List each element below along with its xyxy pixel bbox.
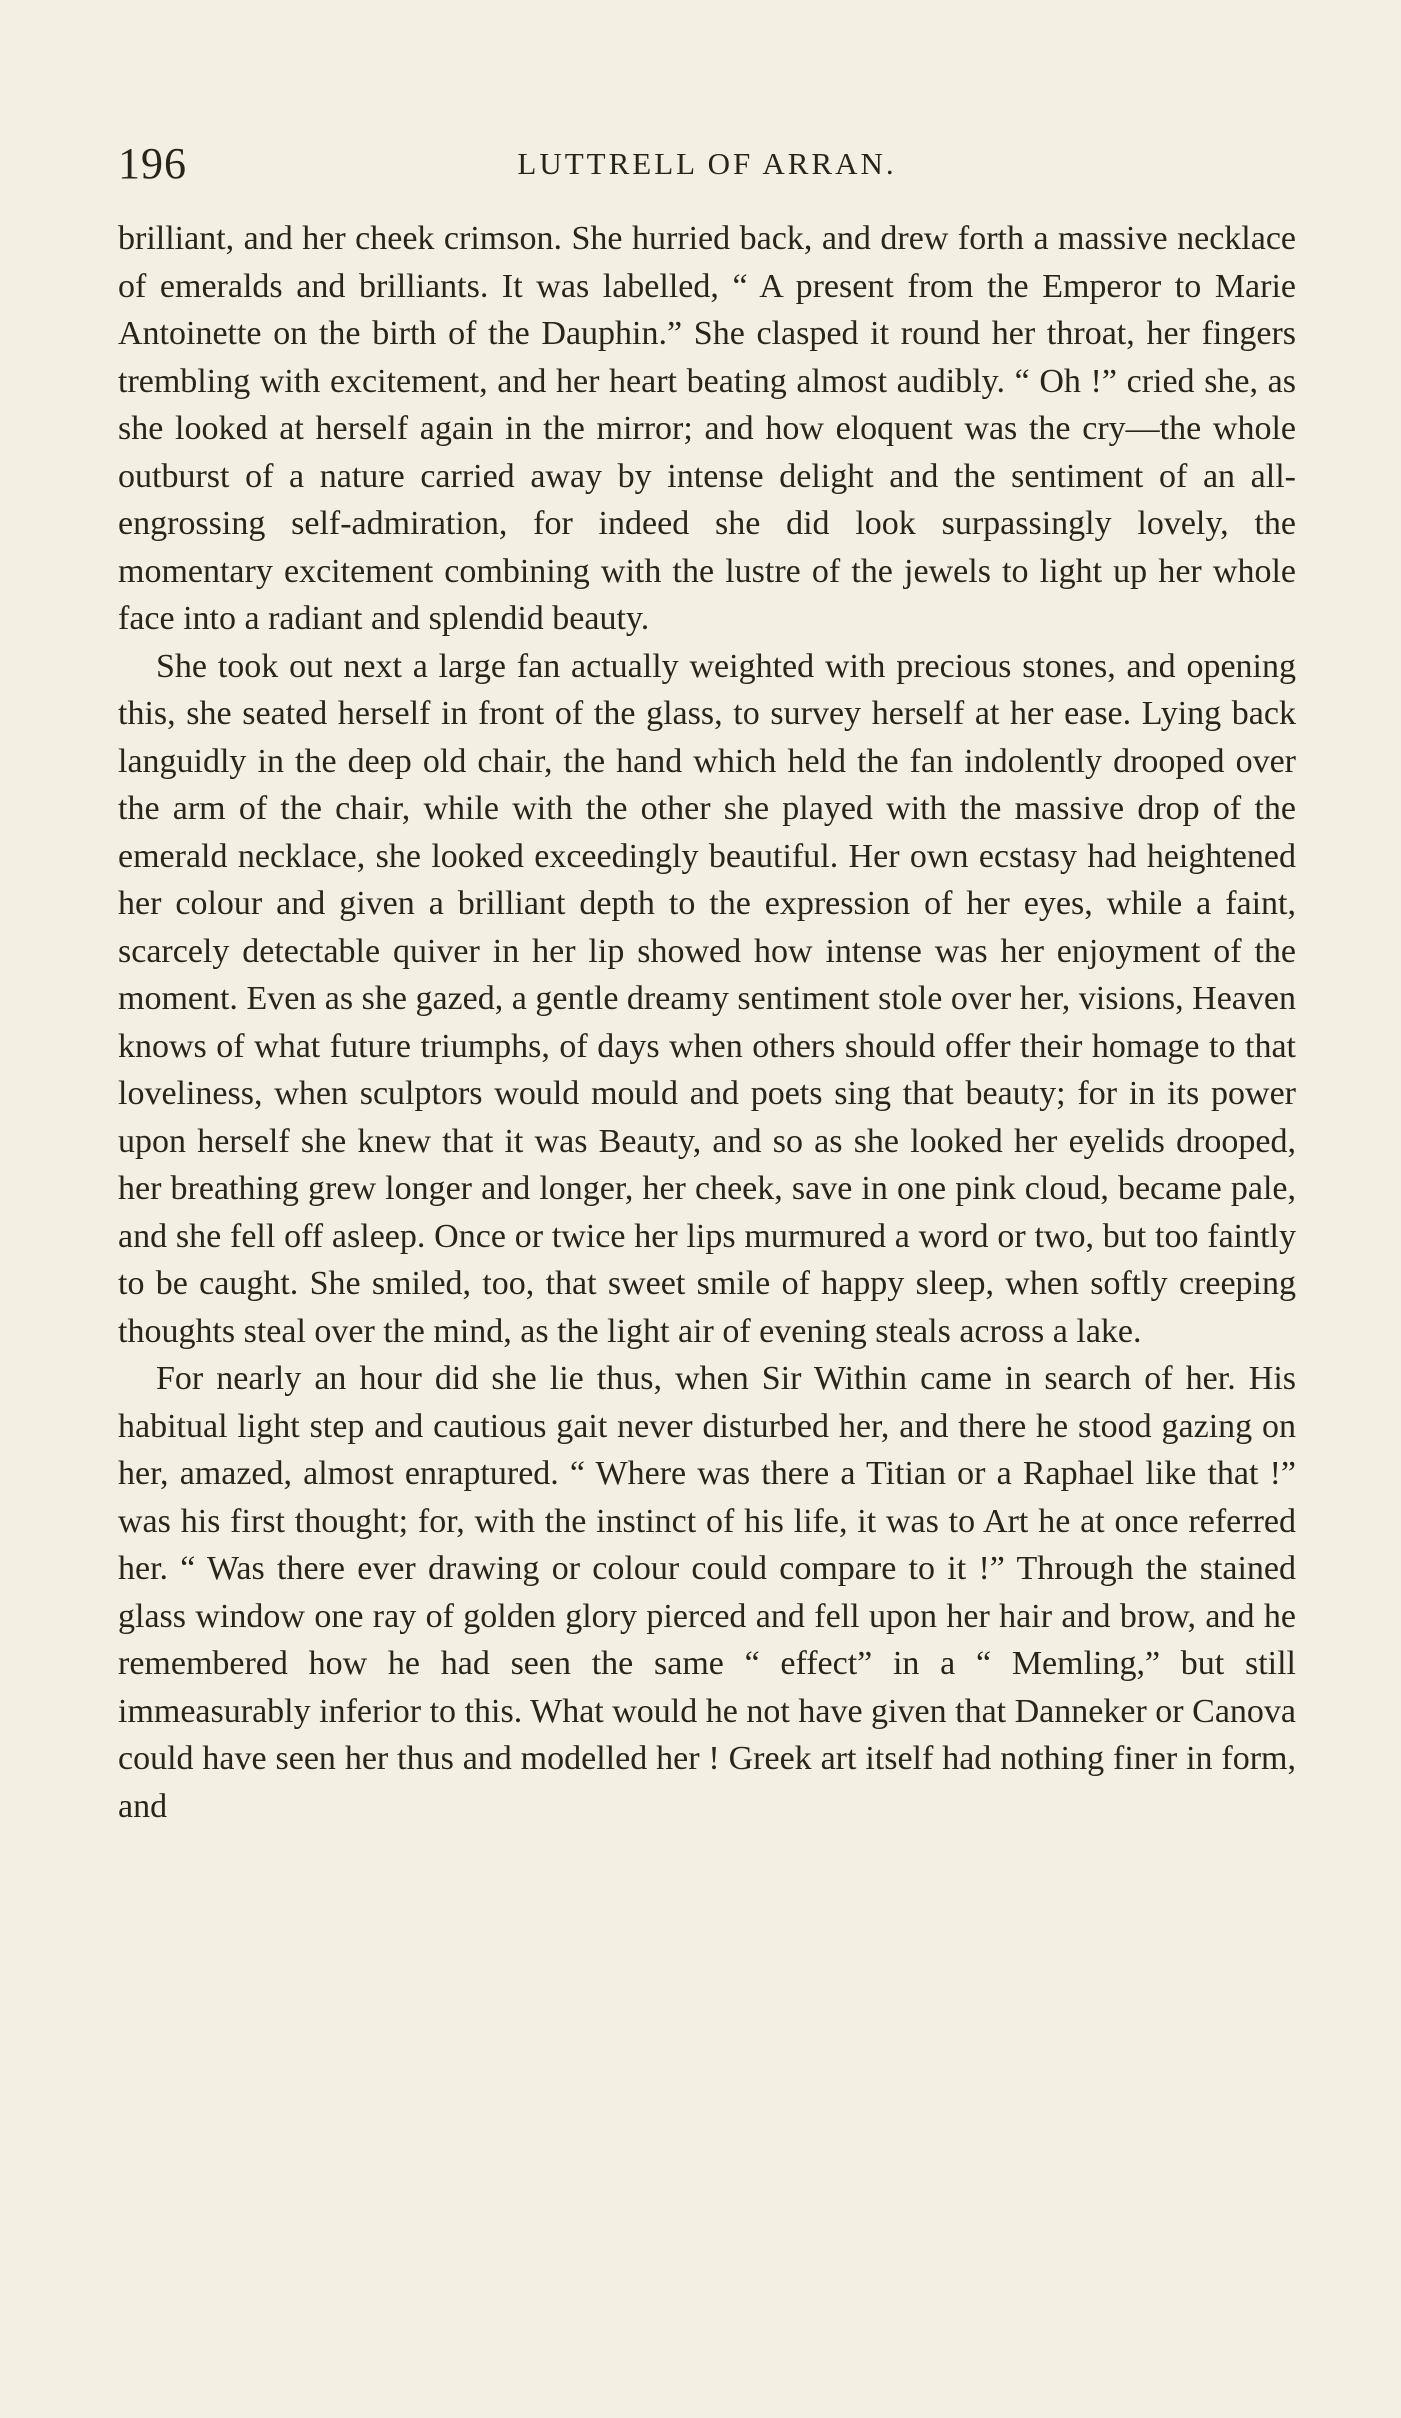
paragraph-fan: She took out next a large fan actually weighted with precious stones, and opening this, she seated herself in front of the glass, to survey herself at her ease. Lying back languidly in the deep old chair, the hand which held the fan indolently drooped over the arm of the chair, while with the other she played with the massive drop of the emerald necklace, she looked exceedingly beautiful. Her own ecstasy had heightened her colour and given a brilliant depth to the expression of her eyes, while a faint, scarcely detectable quiver in her lip showed how intense was her enjoyment of the moment. Even as she gazed, a gentle dreamy sentiment stole over her, visions, Heaven knows of what future triumphs, of days when others should offer their homage to that loveliness, when sculptors would mould and poets sing that beauty; for in its power upon herself she knew that it was Beauty, and so as she looked her eyelids drooped, her breathing grew longer and longer, her cheek, save in one pink cloud, became pale, and she fell off asleep. Once or twice her lips murmured a word or two, but too faintly to be caught. She smiled, too, that sweet smile of happy sleep, when softly creeping thoughts steal over the mind, as the light air of evening steals across a lake. [118, 647, 1296, 1350]
paragraph-sir-within: For nearly an hour did she lie thus, when Sir Within came in search of her. His habitual light step and cautious gait never disturbed her, and there he stood gazing on her, amazed, almost enraptured. “ Where was there a Titian or a Raphael like that !” was his first thought; for, with the instinct of his life, it was to Art he at once referred her. “ Was there ever drawing or colour could compare to it !” Through the stained glass window one ray of golden glory pierced and fell upon her hair and brow, and he remembered how he had seen the same “ effect” in a “ Memling,” but still immeasurably inferior to this. What would he not have given that Danneker or Canova could have seen her thus and modelled her ! Greek art itself had nothing finer in form, and [118, 1360, 1296, 1825]
paragraph-continued: brilliant, and her cheek crimson. She hurried back, and drew forth a massive necklace of emeralds and brilliants. It was labelled, “ A present from the Emperor to Marie Antoinette on the birth of the Dauphin.” She clasped it round her throat, her fingers trembling with excitement, and her heart beating almost audibly. “ Oh !” cried she, as she looked at herself again in the mirror; and how eloquent was the cry—the whole outburst of a nature carried away by intense delight and the sentiment of an all-engrossing self-admiration, for indeed she did look surpassingly lovely, the momentary excitement combining with the lustre of the jewels to light up her whole face into a radiant and splendid beauty. [118, 220, 1296, 637]
body-text [118, 215, 1296, 1830]
page-header [118, 138, 1296, 198]
page-number: 196 [118, 139, 187, 188]
running-title: LUTTRELL OF ARRAN. [517, 146, 897, 181]
